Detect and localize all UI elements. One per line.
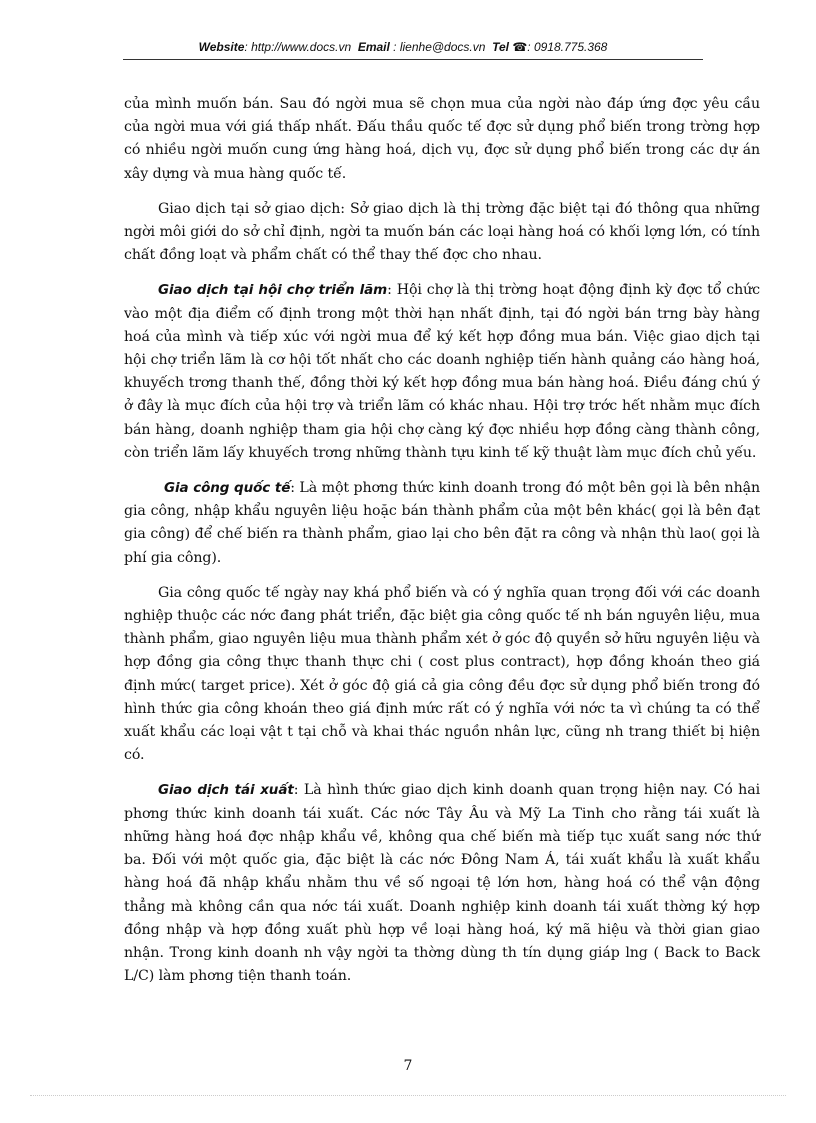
paragraph-exchange-trading: Giao dịch tại sở giao dịch: Sở giao dịch là thị trờng đặc biệt tại đó thông qua những ngời môi giới do sở chỉ định, ngời ta muốn bán các loại hàng hoá có khối lợng lớn, có tính chất đồng loạt và phẩm chất có thể thay thế đợc cho nhau. bbox=[124, 200, 760, 264]
paragraph-processing bbox=[124, 477, 760, 570]
paragraph-processing-body: : Là một phơng thức kinh doanh trong đó một bên gọi là bên nhận gia công, nhập khẩu nguyên liệu hoặc bán thành phẩm của một bên khác( gọi là bên đạt gia công) để chế biến ra thành phẩm, giao lại cho bên đặt ra công và nhận thù lao( gọi là phí gia công). bbox=[124, 480, 761, 566]
tel-label: Tel bbox=[492, 40, 509, 54]
footer-divider bbox=[30, 1095, 786, 1096]
page-number: 7 bbox=[403, 1058, 413, 1074]
paragraph-processing-detail: Gia công quốc tế ngày nay khá phổ biến và có ý nghĩa quan trọng đối với các doanh nghiệp thuộc các nớc đang phát triển, đặc biệt gia công quốc tế nh bán nguyên liệu, mua thành phẩm, giao nguyên liệu mua thành phẩm xét ở góc độ quyền sở hữu nguyên liệu và hợp đồng gia công thực thanh thực chi ( cost plus contract), hợp đồng khoán theo giá định mức( target price). Xét ở góc độ giá cả gia công đều đợc sử dụng phổ biến trong đó hình thức gia công khoán theo giá định mức rất có ý nghĩa với nớc ta vì chúng ta có thể xuất khẩu các loại vật t tại chỗ và khai thác nguồn nhân lực, cũng nh trang thiết bị hiện có. bbox=[124, 584, 760, 764]
body-text bbox=[124, 93, 760, 1000]
tel-value: : 0918.775.368 bbox=[527, 40, 608, 54]
header-divider bbox=[123, 59, 703, 60]
heading-trade-fair: Giao dịch tại hội chợ triển lãm bbox=[158, 282, 388, 299]
page-header bbox=[125, 40, 681, 54]
heading-processing: Gia công quốc tế bbox=[164, 480, 291, 497]
paragraph-re-export bbox=[124, 779, 760, 988]
email-value: : lienhe@docs.vn bbox=[393, 40, 486, 54]
heading-re-export: Giao dịch tái xuất bbox=[158, 782, 294, 799]
email-label: Email bbox=[357, 40, 390, 54]
website-value: : http://www.docs.vn bbox=[244, 40, 352, 54]
website-label: Website bbox=[198, 40, 245, 54]
paragraph-trade-fair bbox=[124, 279, 760, 465]
paragraph-trade-fair-body: : Hội chợ là thị trờng hoạt động định kỳ đợc tổ chức vào một địa điểm cố định trong một thời hạn nhất định, tại đó ngời bán trng bày hàng hoá của mình và tiếp xúc với ngời mua để ký kết hợp đồng mua bán. Việc giao dịch tại hội chợ triển lãm là cơ hội tốt nhất cho các doanh nghiệp tiến hành quảng cáo hàng hoá, khuyếch trơng thanh thế, đồng thời ký kết hợp đồng mua bán hàng hoá. Điều đáng chú ý ở đây là mục đích của hội trợ và triển lãm có khác nhau. Hội trợ trớc hết nhằm mục đích bán hàng, doanh nghiệp tham gia hội chợ càng ký đợc nhiều hợp đồng càng thành công, còn triển lãm lấy khuyếch trơng những thành tựu kinh tế kỹ thuật làm mục đích chủ yếu. bbox=[124, 282, 761, 461]
paragraph-re-export-body: : Là hình thức giao dịch kinh doanh quan trọng hiện nay. Có hai phơng thức kinh doanh tái xuất. Các nớc Tây Âu và Mỹ La Tinh cho rằng tái xuất là những hàng hoá đợc nhập khẩu về, không qua chế biến mà tiếp tục xuất sang nớc thứ ba. Đối với một quốc gia, đặc biệt là các nớc Đông Nam Á, tái xuất khẩu là xuất khẩu hàng hoá đã nhập khẩu nhằm thu về số ngoại tệ lớn hơn, hàng hoá có thể vận động thẳng mà không cần qua nớc tái xuất. Doanh nghiệp kinh doanh tái xuất thờng ký hợp đồng nhập và hợp đồng xuất phù hợp về loại hàng hoá, ký mã hiệu và thời gian giao nhận. Trong kinh doanh nh vậy ngời ta thờng dùng th tín dụng giáp lng ( Back to Back L/C) làm phơng tiện thanh toán. bbox=[124, 782, 761, 985]
phone-icon: ☎ bbox=[512, 40, 528, 54]
paragraph-auction-continued: của mình muốn bán. Sau đó ngời mua sẽ chọn mua của ngời nào đáp ứng đợc yêu cầu của ngời mua với giá thấp nhất. Đấu thầu quốc tế đợc sử dụng phổ biến trong trờng hợp có nhiều ngời muốn cung ứng hàng hoá, dịch vụ, đợc sử dụng phổ biến trong các dự án xây dựng và mua hàng quốc tế. bbox=[124, 96, 760, 182]
